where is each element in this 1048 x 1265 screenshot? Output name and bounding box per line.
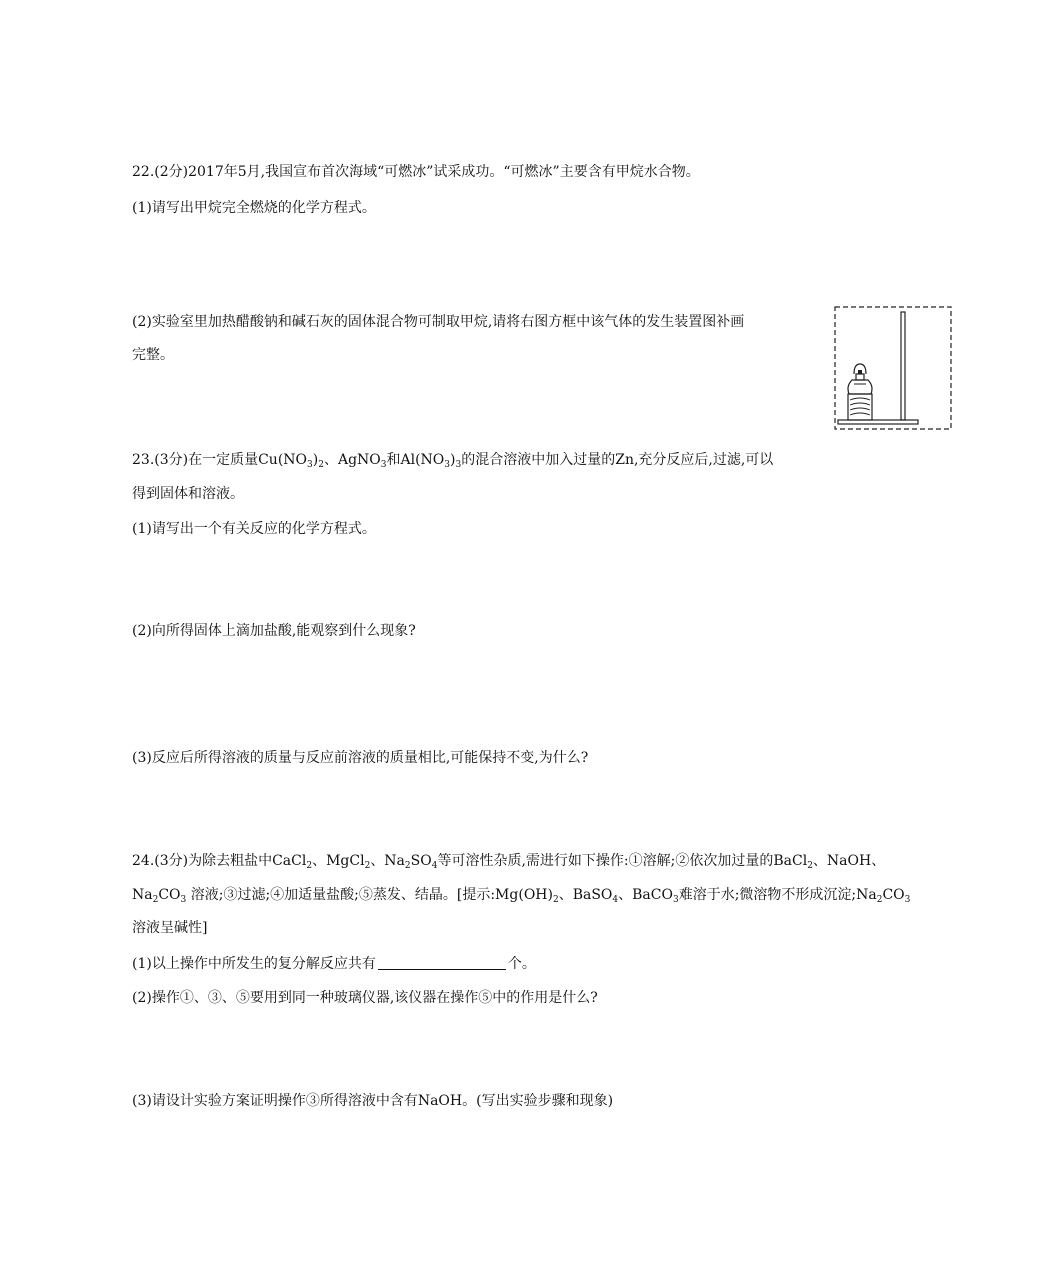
- q23-stem-line2: 得到固体和溶液。: [132, 486, 244, 502]
- q22-stem: 22.(2分)2017年5月,我国宣布首次海域“可燃冰”试采成功。“可燃冰”主要含有甲烷水合物。: [132, 164, 700, 180]
- q24-part1: (1)以上操作中所发生的复分解反应共有 个。: [132, 956, 536, 972]
- q24-stem-line1: 24.(3分)为除去粗盐中CaCl$_2$、MgCl$_2$、$Na_2SO_4$等可溶性杂质,需进行如下操作:①溶解;②依次加过量的BaCl$_2$、NaOH、: [132, 853, 886, 871]
- q23-part3: (3)反应后所得溶液的质量与反应前溶液的质量相比,可能保持不变,为什么?: [132, 750, 589, 766]
- q24-part3: (3)请设计实验方案证明操作③所得溶液中含有NaOH。(写出实验步骤和现象): [132, 1093, 614, 1109]
- q24-stem-line3: 溶液呈碱性]: [132, 920, 208, 936]
- q23-stem-line1: 23.(3分)在一定质量$Cu(NO_3)_2$、AgNO$_3$和$Al(NO_3)_3$的混合溶液中加入过量的Zn,充分反应后,过滤,可以: [132, 452, 774, 470]
- q24-stem-line2: $Na_2CO_3$ 溶液;③过滤;④加适量盐酸;⑤蒸发、结晶。[提示$:Mg(OH)_2$、BaSO$_4$、BaCO$_3$难溶于水;微溶物不形成沉淀$;Na_2CO_3$: [132, 887, 911, 905]
- apparatus-figure: [834, 306, 952, 430]
- q22-part1: (1)请写出甲烷完全燃烧的化学方程式。: [132, 200, 376, 216]
- apparatus-icon: [834, 306, 952, 430]
- q24-answer-blank[interactable]: [378, 955, 506, 970]
- q22-part2-line1: (2)实验室里加热醋酸钠和碱石灰的固体混合物可制取甲烷,请将右图方框中该气体的发生装置图补画: [132, 314, 745, 330]
- q22-part2-line2: 完整。: [132, 347, 174, 363]
- q23-part2: (2)向所得固体上滴加盐酸,能观察到什么现象?: [132, 623, 416, 639]
- q24-part2: (2)操作①、③、⑤要用到同一种玻璃仪器,该仪器在操作⑤中的作用是什么?: [132, 990, 598, 1006]
- q23-part1: (1)请写出一个有关反应的化学方程式。: [132, 521, 376, 537]
